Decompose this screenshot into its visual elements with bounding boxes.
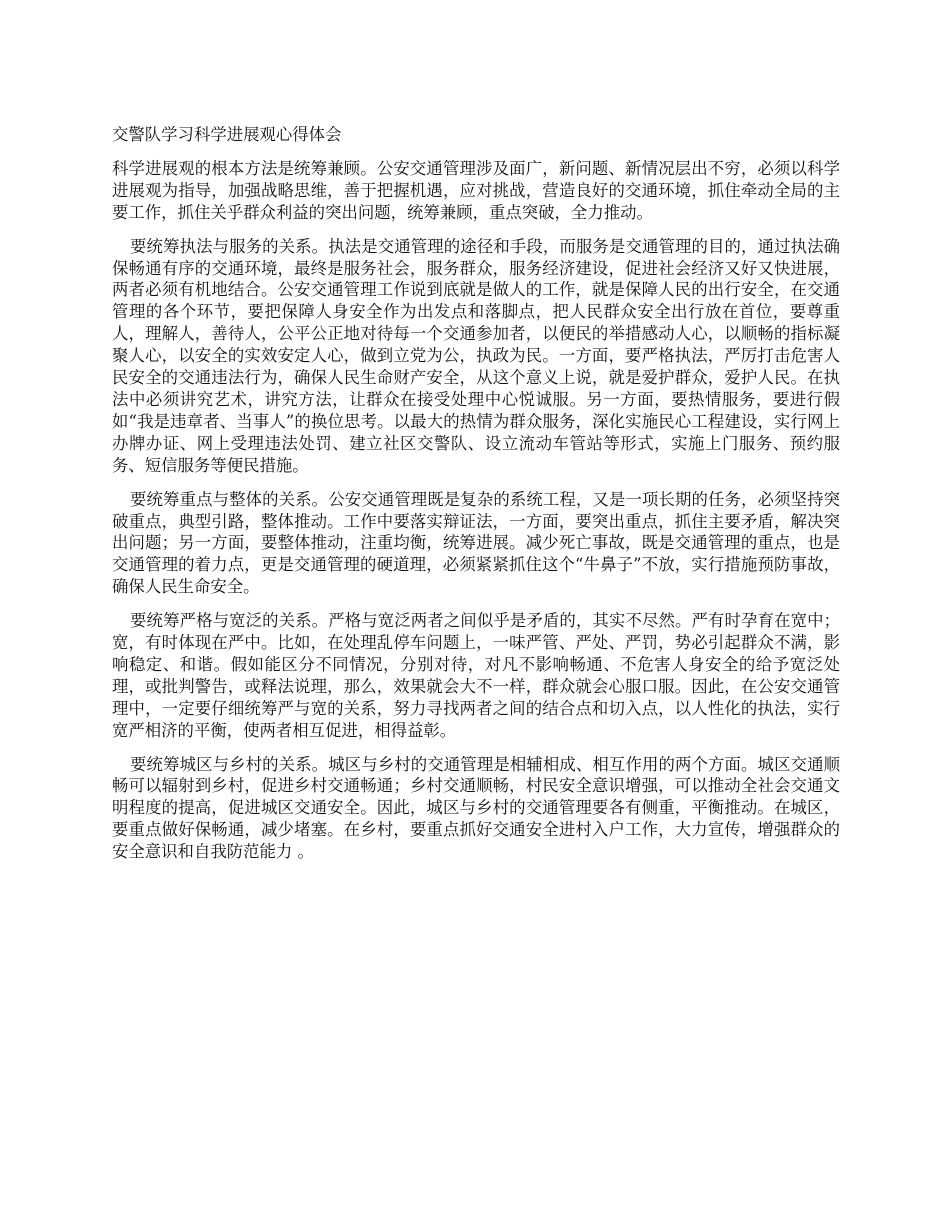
paragraph-strict-lenient: 要统筹严格与宽泛的关系。严格与宽泛两者之间似乎是矛盾的，其实不尽然。严有时孕育在宽中；宽，有时体现在严中。比如，在处理乱停车问题上，一味严管、严处、严罚，势必引起群众不满，影响稳定、和谐。假如能区分不同情况，分别对待，对凡不影响畅通、不危害人身安全的给予宽泛处理，或批判警告，或释法说理，那么，效果就会大不一样，群众就会心服口服。因此，在公安交通管理中，一定要仔细统筹严与宽的关系，努力寻找两者之间的结合点和切入点，以人性化的执法，实行宽严相济的平衡，使两者相互促进，相得益彰。	[112, 611, 840, 740]
paragraph-enforcement-service: 要统筹执法与服务的关系。执法是交通管理的途径和手段，而服务是交通管理的目的，通过执法确保畅通有序的交通环境，最终是服务社会，服务群众，服务经济建设，促进社会经济又好又快进展，两者必须有机地结合。公安交通管理工作说到底就是做人的工作，就是保障人民的出行安全，在交通管理的各个环节，要把保障人身安全作为出发点和落脚点，把人民群众安全出行放在首位，要尊重人，理解人，善待人，公平公正地对待每一个交通参加者，以便民的举措感动人心，以顺畅的指标凝聚人心，以安全的实效安定人心，做到立党为公，执政为民。一方面，要严格执法，严厉打击危害人民安全的交通违法行为，确保人民生命财产安全，从这个意义上说，就是爱护群众，爱护人民。在执法中必须讲究艺术，讲究方法，让群众在接受处理中心悦诚服。另一方面，要热情服务，要进行假如“我是违章者、当事人”的换位思考。以最大的热情为群众服务，深化实施民心工程建设，实行网上办牌办证、网上受理违法处罚、建立社区交警队、设立流动车管站等形式，实施上门服务、预约服务、短信服务等便民措施。	[112, 236, 840, 475]
paragraph-urban-rural: 要统筹城区与乡村的关系。城区与乡村的交通管理是相辅相成、相互作用的两个方面。城区交通顺畅可以辐射到乡村，促进乡村交通畅通；乡村交通顺畅，村民安全意识增强，可以推动全社会交通文明程度的提高，促进城区交通安全。因此，城区与乡村的交通管理要各有侧重，平衡推动。在城区，要重点做好保畅通，减少堵塞。在乡村，要重点抓好交通安全进村入户工作，大力宣传，增强群众的安全意识和自我防范能力 。	[112, 754, 840, 862]
document-page	[112, 124, 840, 875]
paragraph-intro: 科学进展观的根本方法是统筹兼顾。公安交通管理涉及面广，新问题、新情况层出不穷，必须以科学进展观为指导，加强战略思维，善于把握机遇，应对挑战，营造良好的交通环境，抓住牵动全局的主要工作，抓住关乎群众利益的突出问题，统筹兼顾，重点突破，全力推动。	[112, 158, 840, 222]
paragraph-focus-whole: 要统筹重点与整体的关系。公安交通管理既是复杂的系统工程，又是一项长期的任务，必须坚持突破重点，典型引路，整体推动。工作中要落实辩证法，一方面，要突出重点，抓住主要矛盾，解决突出问题；另一方面，要整体推动，注重均衡，统筹进展。减少死亡事故，既是交通管理的重点，也是交通管理的着力点，更是交通管理的硬道理，必须紧紧抓住这个“牛鼻子”不放，实行措施预防事故，确保人民生命安全。	[112, 489, 840, 597]
document-title: 交警队学习科学进展观心得体会	[112, 125, 342, 144]
